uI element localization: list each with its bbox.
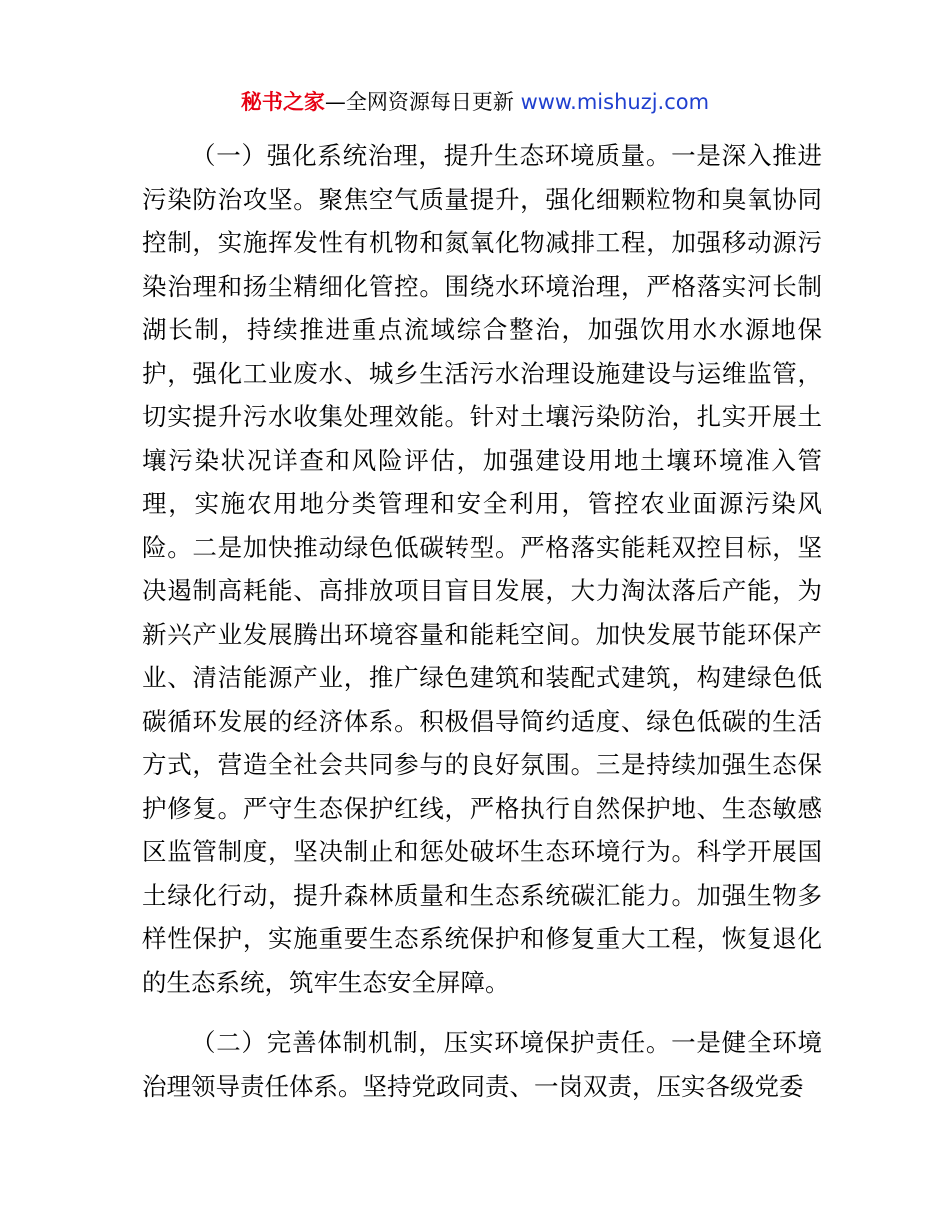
paragraph-2: （二）完善体制机制，压实环境保护责任。一是健全环境治理领导责任体系。坚持党政同责、一岗双责，压实各级党委	[142, 1028, 822, 1101]
paragraph-1: （一）强化系统治理，提升生态环境质量。一是深入推进污染防治攻坚。聚焦空气质量提升，强化细颗粒物和臭氧协同控制，实施挥发性有机物和氮氧化物减排工程，加强移动源污染治理和扬尘精细化管控。围绕水环境治理，严格落实河长制湖长制，持续推进重点流域综合整治，加强饮用水水源地保护，强化工业废水、城乡生活污水治理设施建设与运维监管，切实提升污水收集处理效能。针对土壤污染防治，扎实开展土壤污染状况详查和风险评估，加强建设用地土壤环境准入管理，实施农用地分类管理和安全利用，管控农业面源污染风险。二是加快推动绿色低碳转型。严格落实能耗双控目标，坚决遏制高耗能、高排放项目盲目发展，大力淘汰落后产能，为新兴产业发展腾出环境容量和能耗空间。加快发展节能环保产业、清洁能源产业，推广绿色建筑和装配式建筑，构建绿色低碳循环发展的经济体系。积极倡导简约适度、绿色低碳的生活方式，营造全社会共同参与的良好氛围。三是持续加强生态保护修复。严守生态保护红线，严格执行自然保护地、生态敏感区监管制度，坚决制止和惩处破坏生态环境行为。科学开展国土绿化行动，提升森林质量和生态系统碳汇能力。加强生物多样性保护，实施重要生态系统保护和修复重大工程，恢复退化的生态系统，筑牢生态安全屏障。	[142, 141, 822, 997]
header-tagline: 全网资源每日更新	[345, 90, 514, 114]
document-body	[142, 134, 822, 1108]
site-url-link[interactable]: www.mishuzj.com	[520, 90, 710, 114]
header-dash: —	[324, 90, 346, 114]
brand-name: 秘书之家	[240, 90, 325, 114]
site-header	[0, 86, 950, 118]
